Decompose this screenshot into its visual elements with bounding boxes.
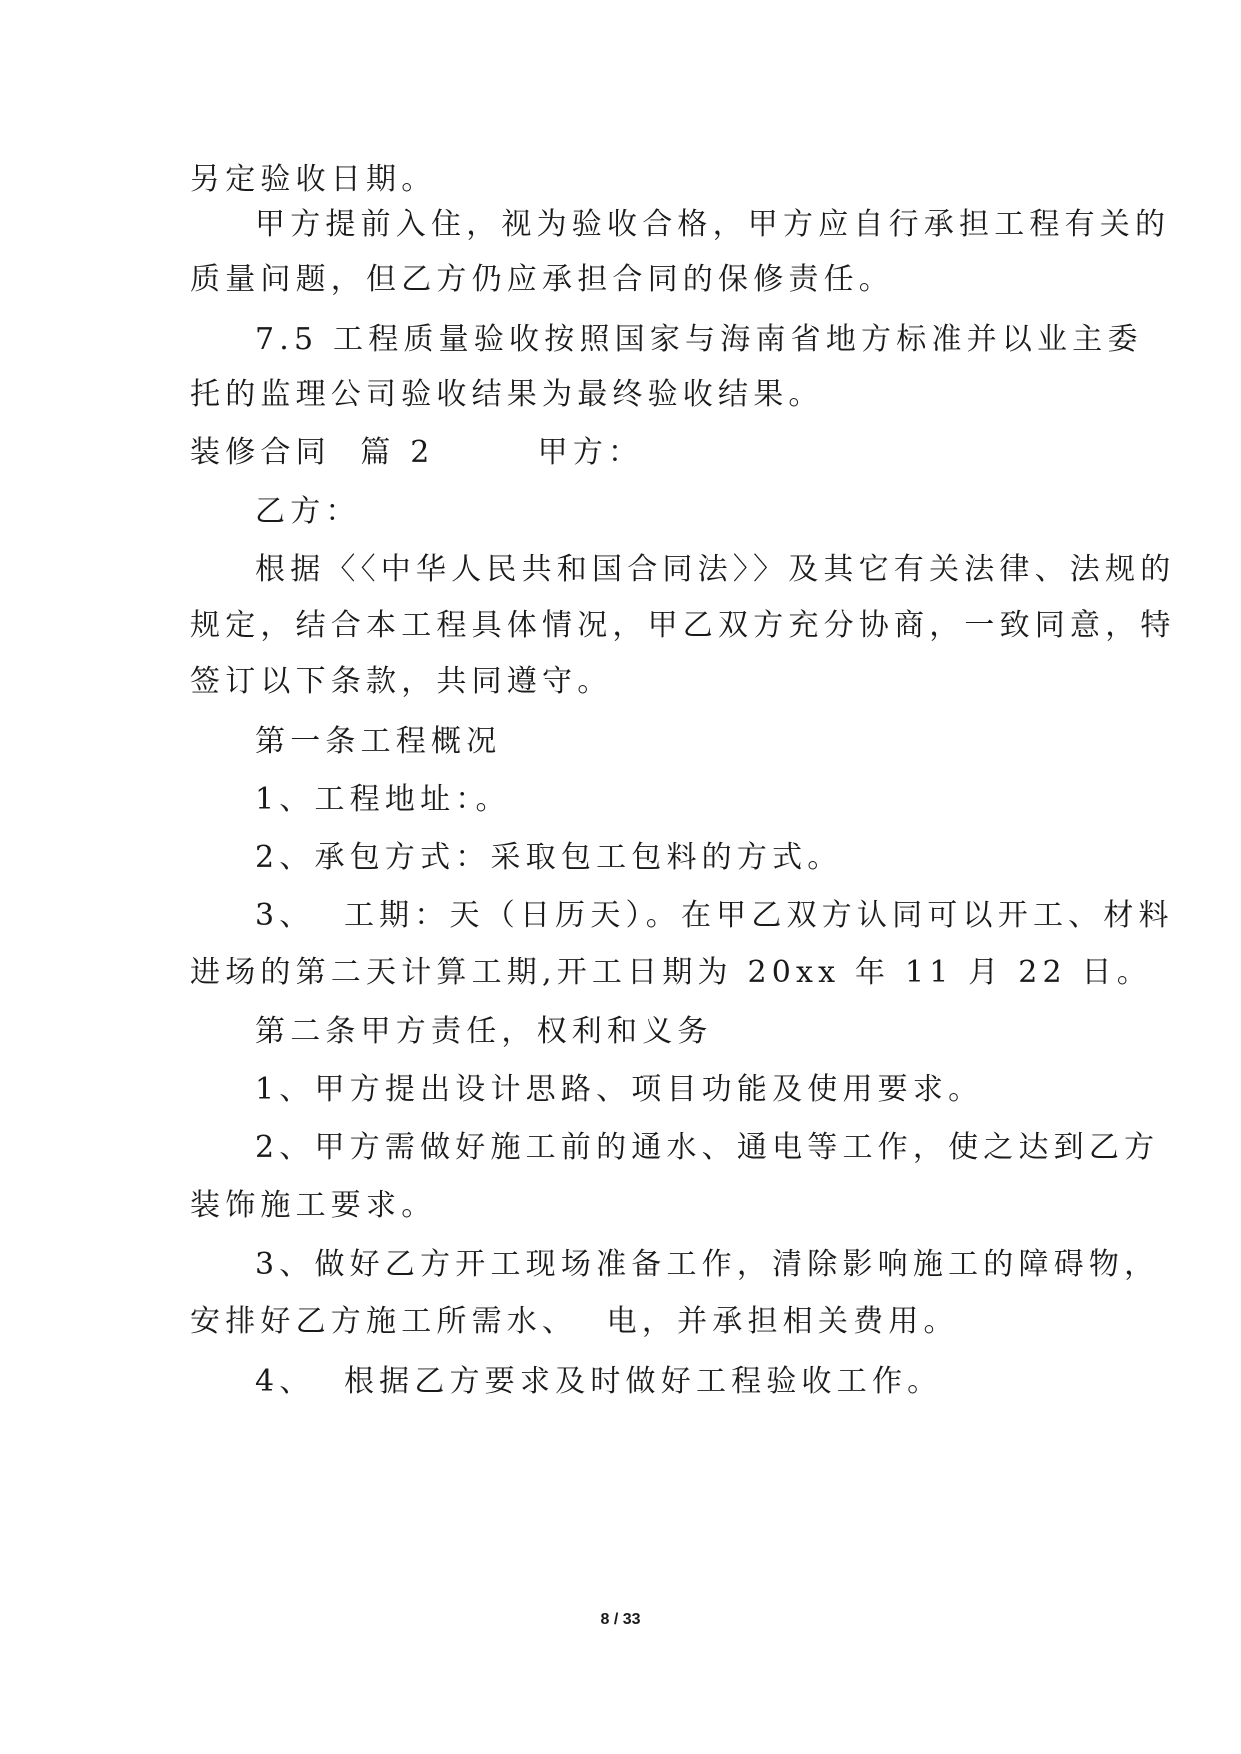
text-line: 3、做好乙方开工现场准备工作，清除影响施工的障碍物， [255, 1247, 1160, 1282]
text-line: 乙方： [255, 494, 361, 529]
text-line: 规定，结合本工程具体情况，甲乙双方充分协商，一致同意，特 [190, 608, 1176, 643]
text-line: 1、甲方提出设计思路、项目功能及使用要求。 [255, 1072, 984, 1107]
clause-heading: 第二条甲方责任，权利和义务 [255, 1014, 713, 1049]
section-heading: 装修合同 篇 2 甲方： [190, 435, 644, 470]
text-line: 3、 工期：天（日历天）。在甲乙双方认同可以开工、材料 [255, 898, 1174, 933]
text-line: 1、工程地址：。 [255, 782, 511, 817]
text-line: 装饰施工要求。 [190, 1188, 437, 1223]
text-line: 2、甲方需做好施工前的通水、通电等工作，使之达到乙方 [255, 1130, 1160, 1165]
text-line: 安排好乙方施工所需水、 电，并承担相关费用。 [190, 1304, 959, 1339]
text-line: 另定验收日期。 [190, 162, 437, 197]
text-line: 2、承包方式：采取包工包料的方式。 [255, 840, 843, 875]
text-line: 7.5 工程质量验收按照国家与海南省地方标准并以业主委 [255, 322, 1143, 357]
page-number: 8 / 33 [600, 1611, 641, 1628]
text-line: 甲方提前入住，视为验收合格，甲方应自行承担工程有关的 [255, 207, 1171, 242]
text-line: 根据〈〈中华人民共和国合同法〉〉及其它有关法律、法规的 [255, 552, 1176, 587]
text-line: 4、 根据乙方要求及时做好工程验收工作。 [255, 1364, 943, 1399]
text-line: 进场的第二天计算工期,开工日期为 20xx 年 11 月 22 日。 [190, 955, 1152, 990]
text-line: 托的监理公司验收结果为最终验收结果。 [190, 377, 824, 412]
text-line: 签订以下条款，共同遵守。 [190, 664, 613, 699]
clause-heading: 第一条工程概况 [255, 724, 502, 759]
text-line: 质量问题，但乙方仍应承担合同的保修责任。 [190, 262, 894, 297]
